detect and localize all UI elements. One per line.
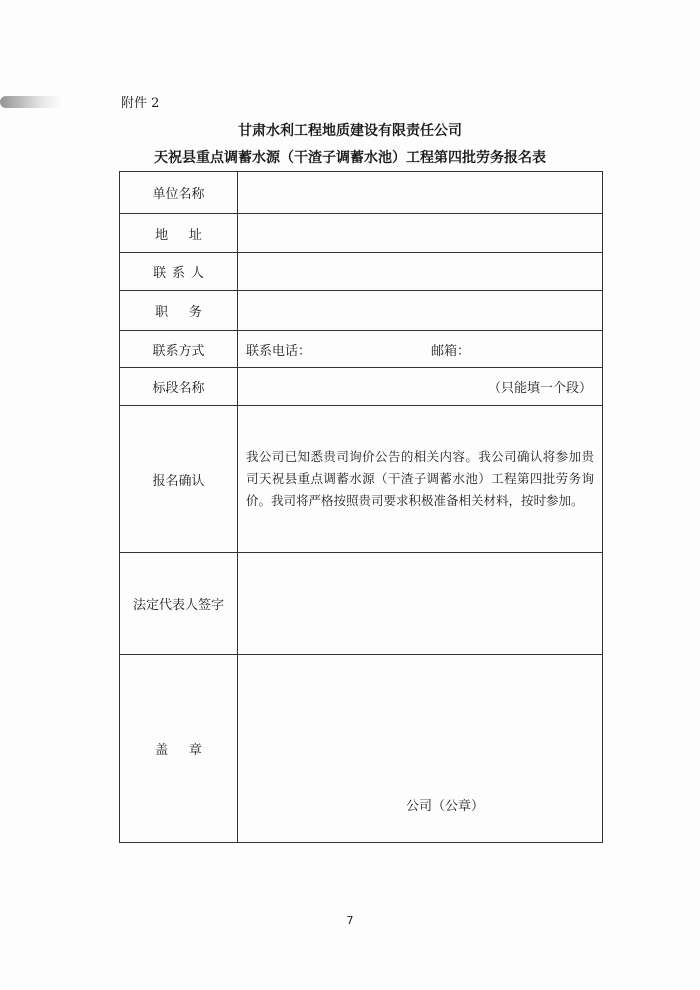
company-seal-label: 公司（公章）	[406, 799, 485, 814]
confirmation-text: 我公司已知悉贵司询价公告的相关内容。我公司确认将参加贵司天祝县重点调蓄水源（干渣子调蓄水池）工程第四批劳务询价。我司将严格按照贵司要求积极准备相关材料，按时参加。	[246, 449, 594, 508]
table-row	[120, 406, 603, 553]
table-row	[120, 368, 603, 406]
table-row	[120, 291, 603, 331]
legal-rep-signature-field[interactable]	[238, 553, 603, 655]
position-label: 职务	[155, 305, 223, 320]
seal-label: 盖章	[155, 743, 223, 758]
page-number: 7	[346, 914, 354, 927]
unit-name-label: 单位名称	[120, 172, 238, 214]
table-row	[120, 172, 603, 214]
contact-method-field[interactable]	[238, 331, 603, 368]
position-field[interactable]	[238, 291, 603, 331]
contact-person-field[interactable]	[238, 253, 603, 291]
seal-field[interactable]	[238, 655, 603, 843]
scan-artifact	[0, 96, 62, 108]
table-row	[120, 331, 603, 368]
contact-phone-label: 联系电话：	[246, 343, 312, 359]
address-field[interactable]	[238, 214, 603, 253]
table-row	[120, 214, 603, 253]
company-title: 甘肃水利工程地质建设有限责任公司	[238, 123, 462, 139]
contact-method-label: 联系方式	[120, 331, 238, 368]
confirmation-label: 报名确认	[120, 406, 238, 553]
legal-rep-signature-label: 法定代表人签字	[120, 553, 238, 655]
contact-email-label: 邮箱：	[431, 343, 471, 359]
address-label: 地址	[155, 227, 223, 243]
table-row	[120, 655, 603, 843]
segment-note: （只能填一个段）	[487, 381, 592, 396]
table-row	[120, 553, 603, 655]
form-title: 天祝县重点调蓄水源（干渣子调蓄水池）工程第四批劳务报名表	[154, 150, 546, 166]
registration-form-table	[119, 171, 603, 843]
attachment-label: 附件 2	[121, 96, 160, 111]
unit-name-field[interactable]	[238, 172, 603, 214]
segment-name-label: 标段名称	[120, 368, 238, 406]
table-row	[120, 253, 603, 291]
segment-name-field[interactable]	[238, 368, 603, 406]
contact-person-label: 联系人	[153, 266, 210, 281]
